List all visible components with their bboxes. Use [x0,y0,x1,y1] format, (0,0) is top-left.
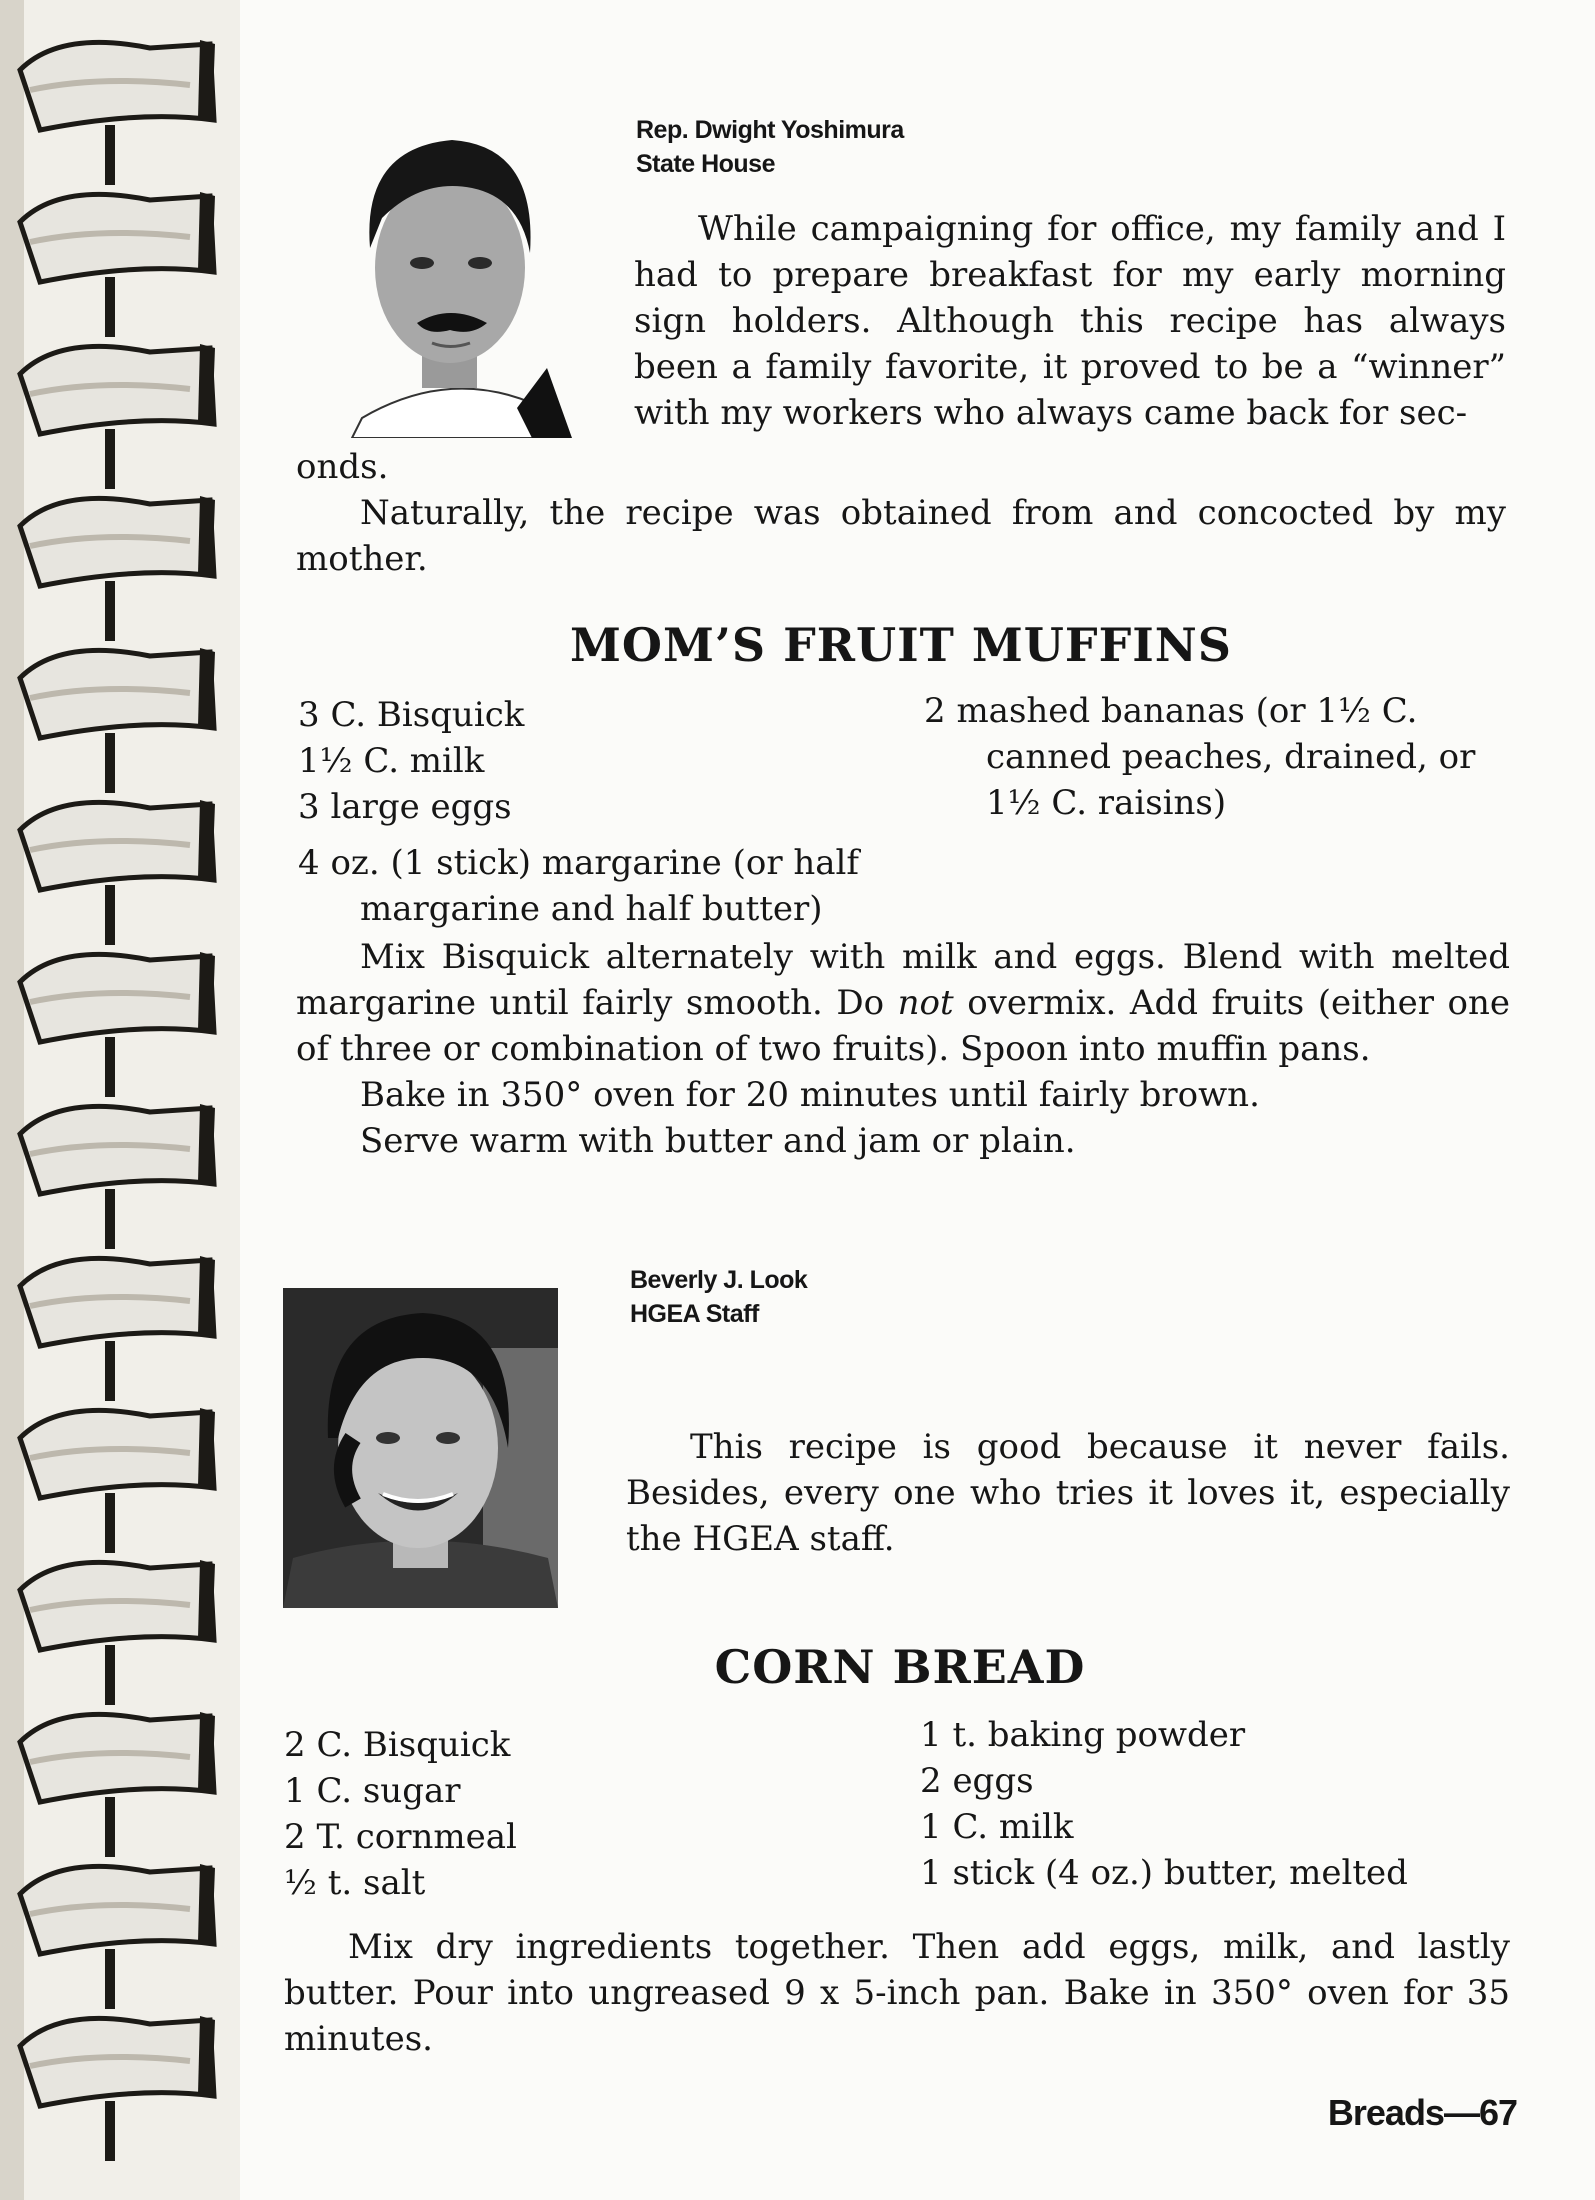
ingredient-list-right [920,1712,1510,1896]
ingredient: 3 large eggs [298,787,512,827]
author-role: HGEA Staff [630,1300,759,1328]
ingredient: 3 C. Bisquick [298,695,525,735]
author-name: Rep. Dwight Yoshimura [636,116,904,144]
author-photo-yoshimura [322,118,572,438]
directions-paragraph: Serve warm with butter and jam or plain. [360,1121,1076,1161]
intro-paragraph: Naturally, the recipe was obtained from and concocted by my mother. [296,493,1506,579]
directions-text: overmix. Add fruits (either one of three or combination of two fruits). Spoon into muffin pans. [296,983,1510,1069]
ingredient: ½ t. salt [284,1863,426,1903]
directions-text: Mix Bisquick alternately with milk and eggs. Blend with melted margarine until fairly smooth. Do [296,937,1510,1023]
ingredient-list-full [298,840,938,932]
ingredient: 1 stick (4 oz.) butter, melted [920,1853,1408,1893]
ingredient: 1½ C. milk [298,741,485,781]
directions-paragraph: Bake in 350° oven for 20 minutes until fairly brown. [360,1075,1260,1115]
ingredient: 4 oz. (1 stick) margarine (or half margarine and half butter) [298,843,860,929]
ingredient-list-left [284,1722,844,1906]
author-photo-look [283,1288,558,1608]
directions-paragraph: Mix dry ingredients together. Then add eggs, milk, and lastly butter. Pour into ungreased 9 x 5-inch pan. Bake in 350° oven for 35 minutes. [284,1927,1510,2059]
directions [296,934,1510,1164]
intro-continuation: onds. [296,447,389,487]
ingredient-list-left [298,692,858,830]
directions-paragraph [296,934,1510,1072]
author-name: Beverly J. Look [630,1266,808,1294]
directions-emphasis: not [897,983,954,1023]
recipe-title: MOM’S FRUIT MUFFINS [569,618,1233,672]
ingredient: 1 C. sugar [284,1771,461,1811]
ingredient: 2 mashed bananas (or 1½ C. canned peaches, drained, or 1½ C. raisins) [924,691,1476,823]
ingredient: 2 eggs [920,1761,1034,1801]
recipe-title: CORN BREAD [714,1640,1086,1694]
intro-paragraph: While campaigning for office, my family and I had to prepare breakfast for my early morning sign holders. Although this recipe has always been a family favorite, it proved to be a “winner” with my workers who always came back for sec- [634,209,1506,433]
ingredient-list-right [924,688,1494,826]
ingredient: 1 t. baking powder [920,1715,1246,1755]
intro-paragraph: This recipe is good because it never fails. Besides, every one who tries it loves it, especially the HGEA staff. [626,1427,1510,1559]
ingredient: 1 C. milk [920,1807,1074,1847]
author-role: State House [636,150,775,178]
ingredient: 2 C. Bisquick [284,1725,511,1765]
ingredient: 2 T. cornmeal [284,1817,517,1857]
spiral-binding [0,0,240,2200]
page-footer: Breads—67 [1327,2092,1517,2133]
